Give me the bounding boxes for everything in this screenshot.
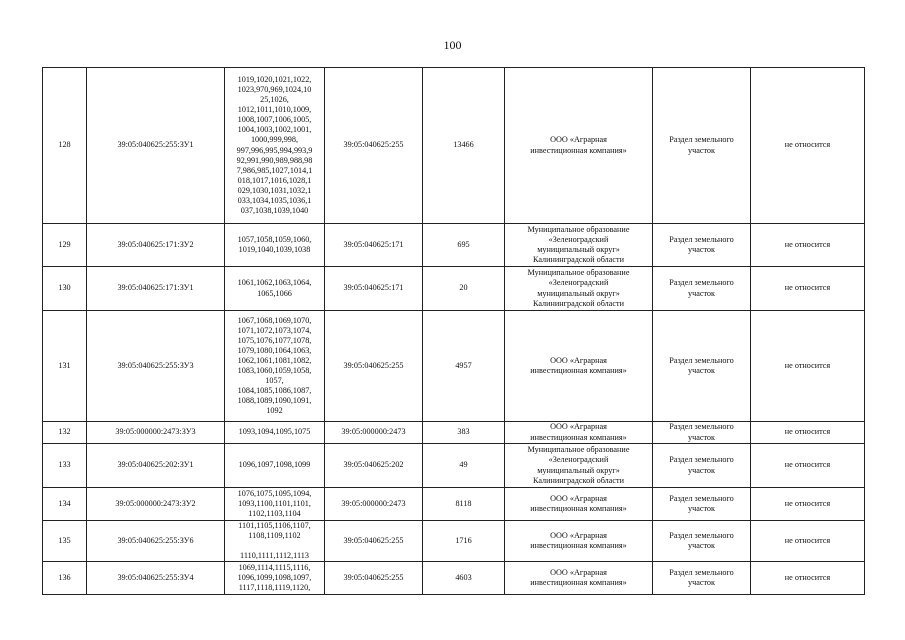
rights-holder: ООО «Аграрная инвестиционная компания» [505, 562, 653, 595]
status-cell: не относится [751, 562, 865, 595]
plot-cadastral-number: 39:05:040625:171:ЗУ2 [87, 224, 225, 267]
rights-holder: ООО «Аграрная инвестиционная компания» [505, 422, 653, 444]
plot-area: 49 [423, 444, 505, 488]
formation-method: Раздел земельного участок [653, 422, 751, 444]
table-row [43, 444, 865, 488]
status-cell: не относится [751, 488, 865, 521]
boundary-points: 1061,1062,1063,1064, 1065,1066 [225, 267, 325, 311]
plot-area: 4957 [423, 311, 505, 422]
page-number: 100 [443, 38, 462, 52]
boundary-points: 1057,1058,1059,1060, 1019,1040,1039,1038 [225, 224, 325, 267]
rights-holder: Муниципальное образование «Зеленоградский муниципальный округ» Калининградской области [505, 267, 653, 311]
status-cell: не относится [751, 68, 865, 224]
rights-holder: ООО «Аграрная инвестиционная компания» [505, 488, 653, 521]
table-row [43, 521, 865, 562]
table-row [43, 488, 865, 521]
plot-cadastral-number: 39:05:000000:2473:ЗУ3 [87, 422, 225, 444]
plot-area: 20 [423, 267, 505, 311]
plot-area: 13466 [423, 68, 505, 224]
row-number: 133 [43, 444, 87, 488]
source-cadastral-number: 39:05:040625:255 [325, 562, 423, 595]
status-cell: не относится [751, 267, 865, 311]
row-number: 131 [43, 311, 87, 422]
table-row [43, 68, 865, 224]
formation-method: Раздел земельного участок [653, 488, 751, 521]
table-row [43, 562, 865, 595]
table-row [43, 224, 865, 267]
boundary-points: 1019,1020,1021,1022, 1023,970,969,1024,10 25,1026, 1012,1011,1010,1009, 1008,1007,1006,1005, 1004,1003,1002,1001, 1000,999,998, 997,996,995,994,993,9 92,991,990,989,988,98 7,986,985,1027,1014,1 018,1017,1016,1028,1 029,1030,1031,1032,1 033,1034,1035,1036,1 037,1038,1039,1040 [225, 68, 325, 224]
plot-cadastral-number: 39:05:040625:202:ЗУ1 [87, 444, 225, 488]
plot-cadastral-number: 39:05:040625:171:ЗУ1 [87, 267, 225, 311]
plot-cadastral-number: 39:05:040625:255:ЗУ1 [87, 68, 225, 224]
plot-area: 695 [423, 224, 505, 267]
plot-cadastral-number: 39:05:040625:255:ЗУ3 [87, 311, 225, 422]
status-cell: не относится [751, 422, 865, 444]
plot-area: 1716 [423, 521, 505, 562]
formation-method: Раздел земельного участок [653, 267, 751, 311]
boundary-points: 1069,1114,1115,1116, 1096,1099,1098,1097, 1117,1118,1119,1120, [225, 562, 325, 595]
row-number: 129 [43, 224, 87, 267]
rights-holder: ООО «Аграрная инвестиционная компания» [505, 521, 653, 562]
row-number: 134 [43, 488, 87, 521]
formation-method: Раздел земельного участок [653, 562, 751, 595]
source-cadastral-number: 39:05:040625:255 [325, 521, 423, 562]
table-row [43, 311, 865, 422]
row-number: 128 [43, 68, 87, 224]
source-cadastral-number: 39:05:040625:255 [325, 311, 423, 422]
row-number: 135 [43, 521, 87, 562]
rights-holder: Муниципальное образование «Зеленоградский муниципальный округ» Калининградской области [505, 444, 653, 488]
plot-cadastral-number: 39:05:040625:255:ЗУ6 [87, 521, 225, 562]
boundary-points: 1076,1075,1095,1094, 1093,1100,1101,1101, 1102,1103,1104 [225, 488, 325, 521]
plot-area: 8118 [423, 488, 505, 521]
source-cadastral-number: 39:05:040625:255 [325, 68, 423, 224]
plot-area: 4603 [423, 562, 505, 595]
formation-method: Раздел земельного участок [653, 521, 751, 562]
formation-method: Раздел земельного участок [653, 224, 751, 267]
boundary-points: 1096,1097,1098,1099 [225, 444, 325, 488]
row-number: 130 [43, 267, 87, 311]
boundary-points: 1101,1105,1106,1107, 1108,1109,1102 1110,1111,1112,1113 [225, 521, 325, 562]
row-number: 136 [43, 562, 87, 595]
source-cadastral-number: 39:05:040625:202 [325, 444, 423, 488]
land-plots-table [42, 67, 865, 595]
row-number: 132 [43, 422, 87, 444]
table-body [43, 68, 865, 595]
formation-method: Раздел земельного участок [653, 311, 751, 422]
boundary-points: 1093,1094,1095,1075 [225, 422, 325, 444]
formation-method: Раздел земельного участок [653, 68, 751, 224]
source-cadastral-number: 39:05:040625:171 [325, 267, 423, 311]
status-cell: не относится [751, 224, 865, 267]
status-cell: не относится [751, 311, 865, 422]
rights-holder: Муниципальное образование «Зеленоградский муниципальный округ» Калининградской области [505, 224, 653, 267]
formation-method: Раздел земельного участок [653, 444, 751, 488]
plot-area: 383 [423, 422, 505, 444]
plot-cadastral-number: 39:05:040625:255:ЗУ4 [87, 562, 225, 595]
rights-holder: ООО «Аграрная инвестиционная компания» [505, 311, 653, 422]
source-cadastral-number: 39:05:000000:2473 [325, 488, 423, 521]
source-cadastral-number: 39:05:040625:171 [325, 224, 423, 267]
boundary-points: 1067,1068,1069,1070, 1071,1072,1073,1074, 1075,1076,1077,1078, 1079,1080,1064,1063, 1062,1061,1081,1082, 1083,1060,1059,1058, 1057, 1084,1085,1086,1087, 1088,1089,1090,1091, 1092 [225, 311, 325, 422]
table-row [43, 267, 865, 311]
status-cell: не относится [751, 444, 865, 488]
rights-holder: ООО «Аграрная инвестиционная компания» [505, 68, 653, 224]
table-row [43, 422, 865, 444]
plot-cadastral-number: 39:05:000000:2473:ЗУ2 [87, 488, 225, 521]
status-cell: не относится [751, 521, 865, 562]
source-cadastral-number: 39:05:000000:2473 [325, 422, 423, 444]
